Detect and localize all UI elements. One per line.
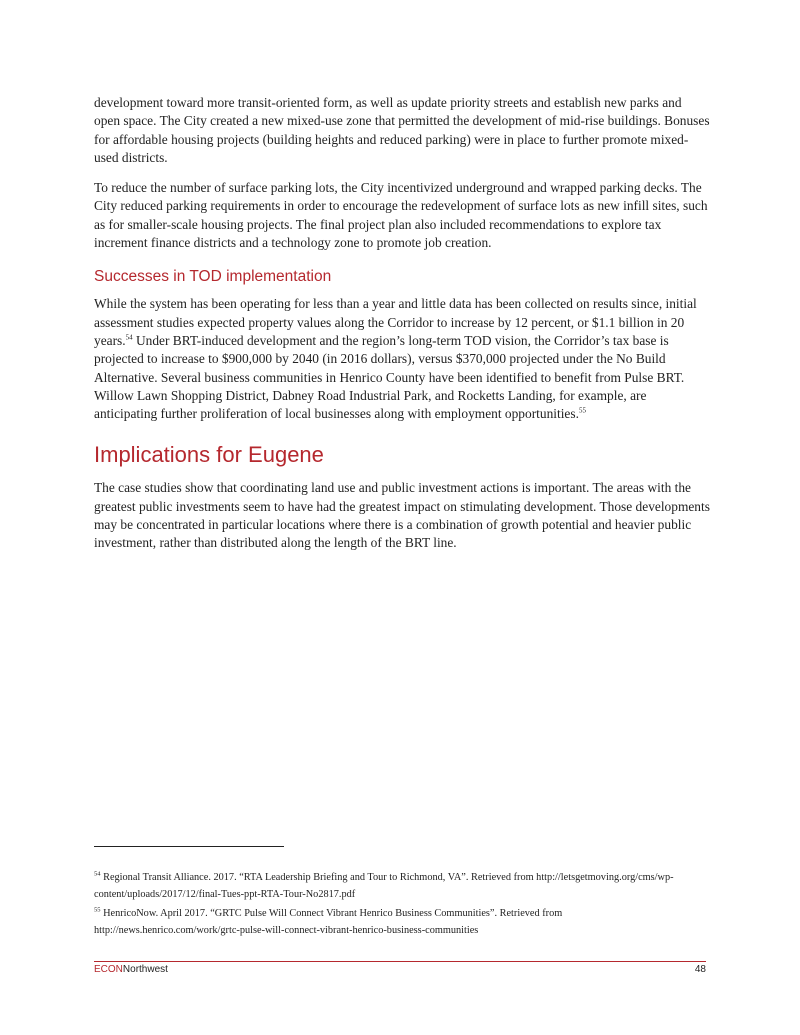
footnote-ref-54[interactable]: 54 [125, 333, 133, 342]
paragraph-parking: To reduce the number of surface parking lots, the City incentivized underground and wrapped parking decks. The City reduced parking requirements in order to encourage the redevelopment of surface lots as new infill sites, such as for smaller-scale housing projects. The final project plan also included recommendations to explore tax increment finance districts and a technology zone to promote job creation. [94, 180, 708, 251]
main-content [94, 94, 710, 565]
heading-successes: Successes in TOD implementation [94, 268, 332, 286]
paragraph-successes [94, 295, 710, 423]
paragraph-successes-part1: While the system has been operating for less than a year and little data has been collected on results since, initial assessment studies expected property values along the Corridor to increase by 12 percent, or $1.1 billion in 20 years. [94, 296, 697, 348]
footnote-54 [94, 869, 710, 903]
footnote-number: 55 [94, 906, 101, 914]
paragraph-successes-part2: Under BRT-induced development and the region’s long-term TOD vision, the Corridor’s tax base is projected to increase to $900,000 by 2040 (in 2016 dollars), versus $370,000 projected under the No Build Alternative. Several business communities in Henrico County have been identified to benefit from Pulse BRT. Willow Lawn Shopping District, Dabney Road Industrial Park, and Rocketts Landing, for example, are anticipating further proliferation of local businesses along with employment opportunities. [94, 332, 685, 422]
footnote-text: HenricoNow. April 2017. “GRTC Pulse Will Connect Vibrant Henrico Business Communities”. Retrieved from http://news.henrico.com/work/grtc-pulse-will-connect-vibrant-henrico-business-communities [94, 908, 563, 936]
paragraph-implications: The case studies show that coordinating land use and public investment actions is important. The areas with the greatest public investments seem to have had the greatest impact on stimulating development. Those developments may be concentrated in particular locations where there is a combination of growth potential and heavier public investment, rather than distributed along the length of the BRT line. [94, 480, 710, 551]
footnote-divider [94, 846, 284, 847]
paragraph-tod-development: development toward more transit-oriented form, as well as update priority streets and establish new parks and open space. The City created a new mixed-use zone that permitted the development of mid-rise buildings. Bonuses for affordable housing projects (building heights and reduced parking) were in place to further promote mixed-used districts. [94, 95, 710, 165]
footnote-ref-55[interactable]: 55 [578, 406, 586, 415]
footnote-number: 54 [94, 870, 101, 878]
brand-n: N [122, 964, 131, 975]
footnotes [94, 869, 710, 941]
heading-implications: Implications for Eugene [94, 442, 324, 468]
footer-divider [94, 961, 706, 962]
page-number: 48 [694, 964, 706, 975]
page-footer [94, 963, 706, 977]
footnote-text: Regional Transit Alliance. 2017. “RTA Leadership Briefing and Tour to Richmond, VA”. Retrieved from http://letsgetmoving.org/cms/wp-content/uploads/2017/12/final-Tues-ppt-RTA-Tour-No2817.pdf [94, 872, 674, 900]
footnote-55 [94, 905, 710, 939]
brand-econ: ECON [94, 964, 123, 975]
brand-orthwest: orthwest [130, 964, 168, 975]
footer-brand [94, 964, 168, 975]
